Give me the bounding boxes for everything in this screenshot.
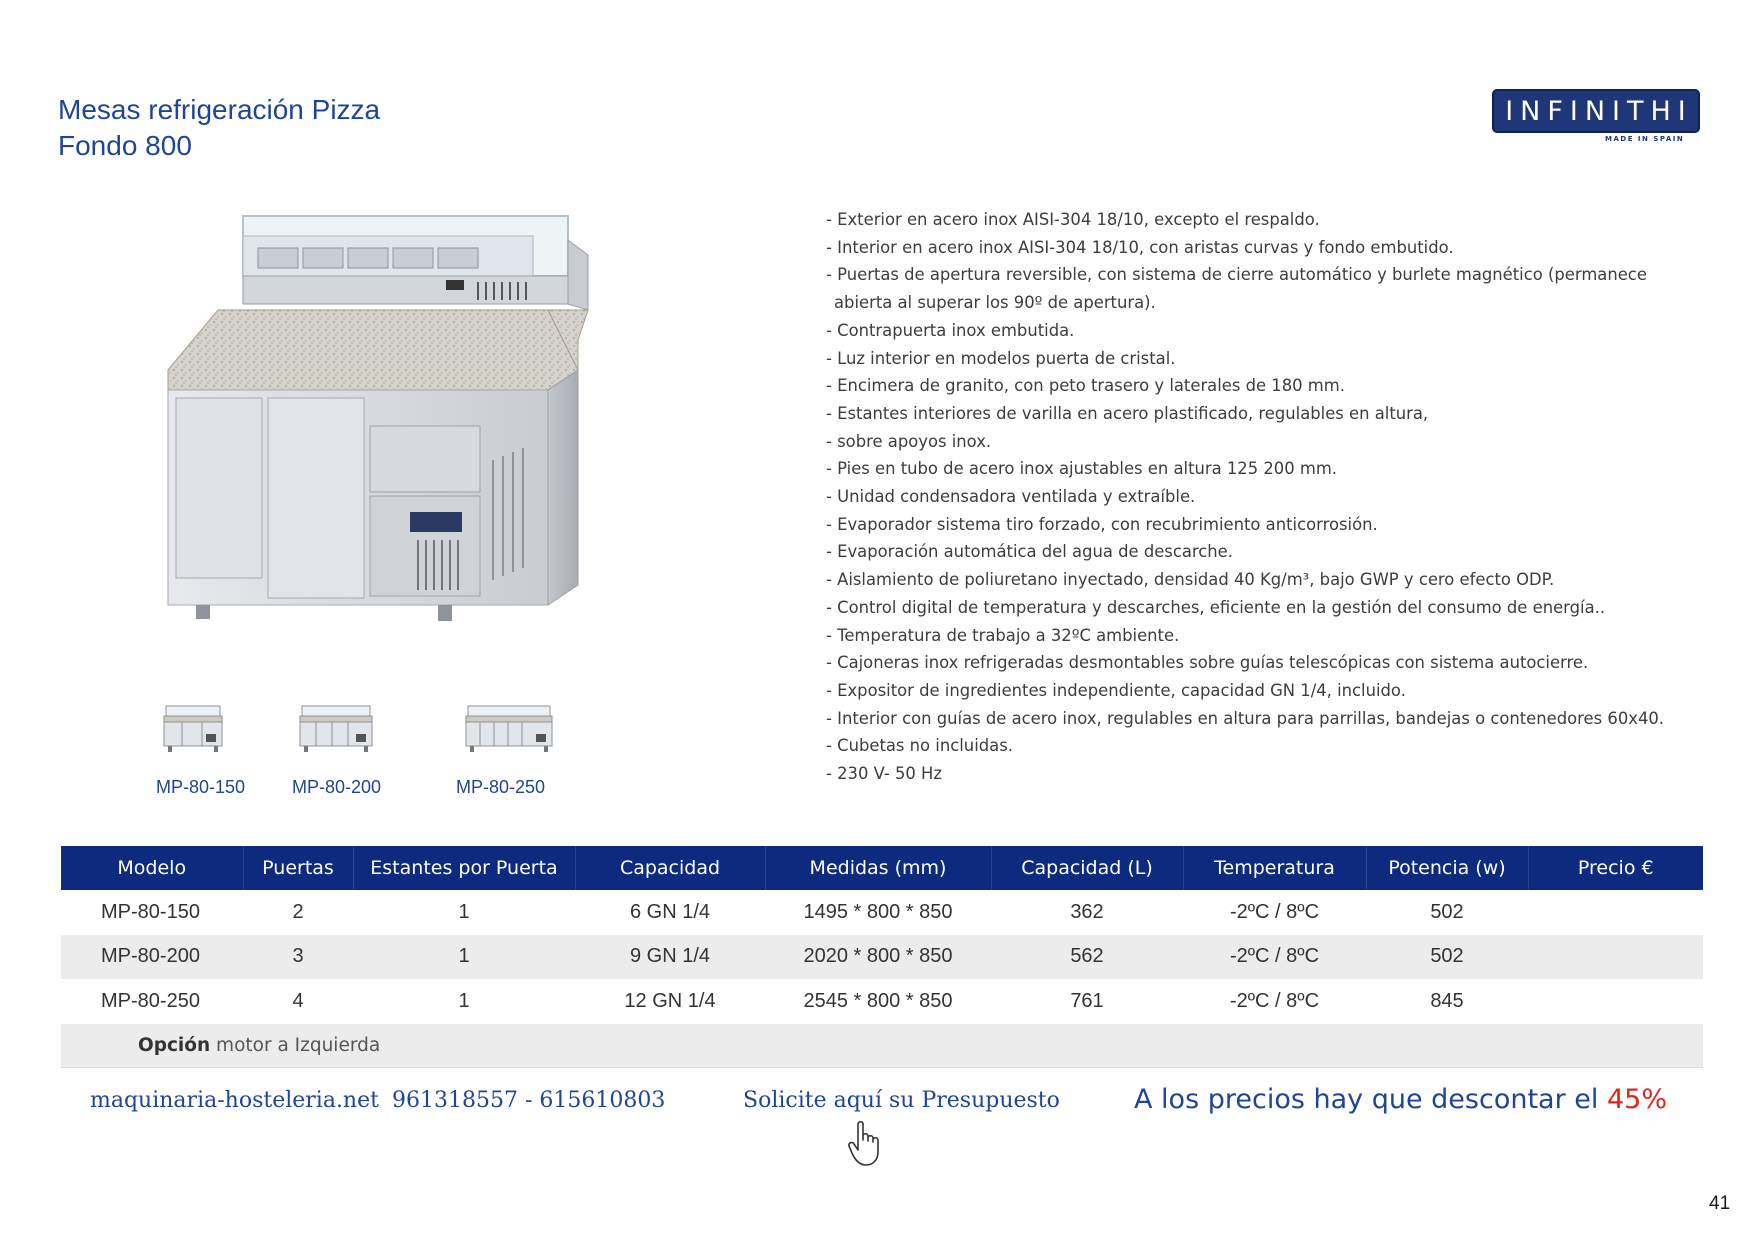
feature-item: - Interior en acero inox AISI-304 18/10, con aristas curvas y fondo embutido. — [826, 237, 1454, 257]
model-label-200: MP-80-200 — [292, 777, 382, 797]
column-header: Precio € — [1528, 846, 1703, 890]
feature-item: - Contrapuerta inox embutida. — [826, 320, 1075, 340]
table-cell: 502 — [1366, 935, 1528, 980]
website-link[interactable]: maquinaria-hosteleria.net — [90, 1088, 379, 1113]
feature-item: - Estantes interiores de varilla en acero plastificado, regulables en altura, — [826, 403, 1429, 423]
feature-item: - Control digital de temperatura y descarches, eficiente en la gestión del consumo de energía.. — [826, 597, 1606, 617]
table-cell — [1528, 935, 1703, 980]
column-header: Temperatura — [1183, 846, 1366, 890]
table-header-row — [61, 846, 1703, 890]
brand-tagline: MADE IN SPAIN — [1605, 135, 1685, 143]
option-row — [61, 1024, 1703, 1068]
feature-item: abierta al superar los 90º de apertura). — [834, 293, 1156, 313]
table-cell — [1528, 890, 1703, 935]
table-cell: 362 — [1070, 900, 1104, 923]
discount-value: 45% — [1606, 1084, 1667, 1115]
table-cell: 502 — [1430, 900, 1464, 923]
table-cell — [1528, 979, 1703, 1024]
model-label-250: MP-80-250 — [456, 777, 546, 797]
column-header: Capacidad (L) — [991, 846, 1183, 890]
model-thumbnail-200 — [296, 704, 376, 756]
column-header: Potencia (w) — [1366, 846, 1528, 890]
feature-item: - Expositor de ingredientes independiente, capacidad GN 1/4, incluido. — [826, 680, 1406, 700]
feature-item: - Aislamiento de poliuretano inyectado, densidad 40 Kg/m³, bajo GWP y cero efecto ODP. — [826, 570, 1555, 590]
table-cell: 845 — [1430, 989, 1464, 1012]
spec-table — [61, 846, 1703, 1068]
feature-item: - Evaporación automática del agua de descarche. — [826, 542, 1233, 562]
discount-text: A los precios hay que descontar el — [1134, 1084, 1607, 1115]
table-cell: 4 — [292, 989, 304, 1012]
feature-item: - 230 V- 50 Hz — [826, 764, 942, 784]
column-header: Estantes por Puerta — [353, 846, 575, 890]
table-cell: -2ºC / 8ºC — [1229, 900, 1320, 923]
feature-item: - Cubetas no incluidas. — [826, 736, 1013, 756]
column-header: Puertas — [243, 846, 353, 890]
feature-item: - Evaporador sistema tiro forzado, con recubrimiento anticorrosión. — [826, 514, 1378, 534]
table-cell: 2545 * 800 * 850 — [803, 989, 953, 1012]
table-cell: 1495 * 800 * 850 — [803, 900, 953, 923]
table-cell: 562 — [991, 935, 1183, 980]
table-cell: 761 — [1070, 989, 1104, 1012]
option-text: motor a Izquierda — [210, 1034, 381, 1056]
column-header: Modelo — [61, 846, 243, 890]
table-cell: 1 — [458, 989, 470, 1012]
table-cell: 2020 * 800 * 850 — [765, 935, 991, 980]
page-number: 41 — [1709, 1193, 1731, 1214]
option-cell — [61, 1024, 1703, 1068]
table-cell: 1 — [458, 900, 470, 923]
feature-item: - Cajoneras inox refrigeradas desmontables sobre guías telescópicas con sistema autocierre. — [826, 653, 1589, 673]
phone-numbers: 961318557 - 615610803 — [392, 1088, 666, 1113]
column-header: Capacidad — [575, 846, 765, 890]
model-thumbnail-250 — [462, 704, 556, 756]
feature-item: - Interior con guías de acero inox, regulables en altura para parrillas, bandejas o contenedores 60x40. — [826, 708, 1665, 728]
product-image — [148, 200, 618, 694]
pointer-hand-icon[interactable] — [846, 1120, 886, 1168]
model-thumbnail-150 — [160, 704, 226, 756]
table-cell: 12 GN 1/4 — [624, 989, 716, 1012]
table-cell: MP-80-250 — [101, 989, 200, 1012]
table-cell: MP-80-200 — [61, 935, 243, 980]
model-label-150: MP-80-150 — [156, 777, 246, 797]
page-title — [58, 92, 380, 164]
quote-request-link[interactable]: Solicite aquí su Presupuesto — [743, 1088, 1060, 1113]
discount-notice — [1134, 1084, 1667, 1115]
table-cell: 6 GN 1/4 — [629, 900, 711, 923]
option-label: Opción — [138, 1034, 211, 1056]
column-header: Medidas (mm) — [765, 846, 991, 890]
table-row — [61, 979, 1703, 1024]
table-row — [61, 890, 1703, 935]
title-line-1: Mesas refrigeración Pizza — [58, 94, 381, 125]
feature-item: - Luz interior en modelos puerta de cristal. — [826, 348, 1176, 368]
feature-item: - Pies en tubo de acero inox ajustables en altura 125 200 mm. — [826, 459, 1338, 479]
feature-item: - Puertas de apertura reversible, con sistema de cierre automático y burlete magnético (permanece — [826, 265, 1647, 285]
table-cell: MP-80-150 — [101, 900, 200, 923]
table-cell: 3 — [243, 935, 353, 980]
table-cell: 1 — [353, 935, 575, 980]
brand-logo: INFINITHI — [1492, 89, 1700, 133]
table-row — [61, 935, 1703, 980]
feature-item: - Encimera de granito, con peto trasero y laterales de 180 mm. — [826, 376, 1345, 396]
feature-list — [826, 206, 1706, 788]
title-line-2: Fondo 800 — [58, 130, 192, 161]
feature-item: - Unidad condensadora ventilada y extraíble. — [826, 487, 1196, 507]
feature-item: - Temperatura de trabajo a 32ºC ambiente. — [826, 625, 1180, 645]
table-cell: -2ºC / 8ºC — [1183, 935, 1366, 980]
feature-item: - Exterior en acero inox AISI-304 18/10, excepto el respaldo. — [826, 210, 1320, 229]
table-cell: 9 GN 1/4 — [575, 935, 765, 980]
table-cell: -2ºC / 8ºC — [1229, 989, 1320, 1012]
table-cell: 2 — [292, 900, 304, 923]
feature-item: - sobre apoyos inox. — [826, 431, 992, 451]
